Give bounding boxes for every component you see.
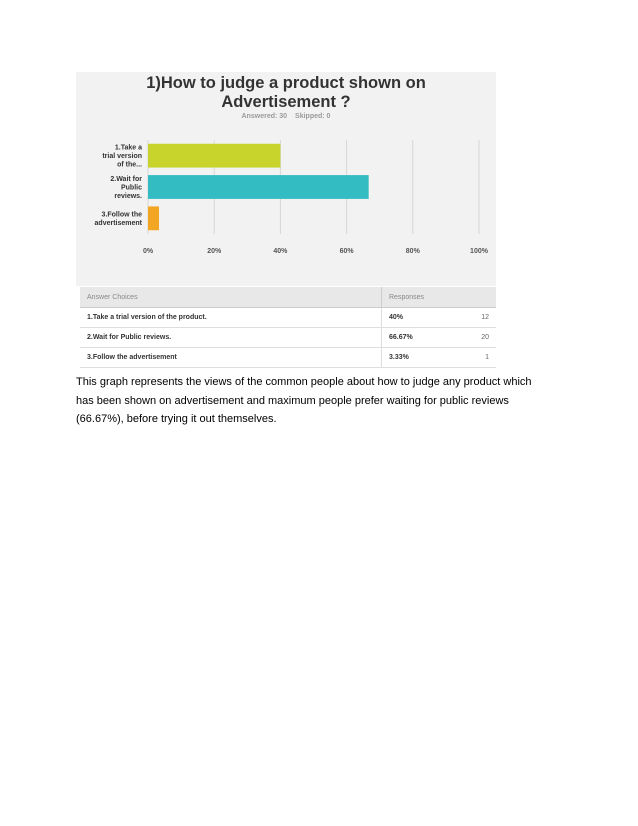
x-tick-label: 100% (470, 248, 488, 255)
x-tick-label: 20% (207, 248, 222, 255)
response-count-cell: 20 (446, 328, 496, 348)
category-label-line: 3.Follow the (101, 211, 142, 219)
response-count-cell: 12 (446, 308, 496, 328)
answer-choices-header: Answer Choices (80, 287, 382, 308)
answer-choice-cell: 2.Wait for Public reviews. (80, 328, 382, 348)
answer-choice-cell: 3.Follow the advertisement (80, 348, 382, 368)
response-percent-cell: 40% (382, 308, 447, 328)
category-label-line: of the... (117, 161, 142, 169)
table-header-row (80, 287, 496, 308)
caption-line-2: has been shown on advertisement and maximum people prefer waiting for public reviews (76, 394, 509, 407)
category-label-line: advertisement (94, 220, 142, 228)
caption-line-3: (66.67%), before trying it out themselves. (76, 413, 277, 425)
caption-line-1: This graph represents the views of the common people about how to judge any product which (76, 376, 532, 388)
chart-panel (76, 72, 496, 286)
table-row (80, 328, 496, 348)
category-label-line: Public (120, 184, 142, 192)
bar (148, 144, 280, 168)
skipped-count: Skipped: 0 (295, 113, 331, 120)
caption-paragraph (76, 373, 566, 429)
x-tick-label: 40% (273, 248, 288, 255)
answer-choice-cell: 1.Take a trial version of the product. (80, 308, 382, 328)
responses-header: Responses (382, 287, 497, 308)
answer-table (80, 287, 496, 368)
x-tick-label: 0% (142, 248, 154, 255)
chart-title-line-1: 1)How to judge a product shown on (146, 74, 426, 92)
category-label-line: 2.Wait for (110, 176, 142, 183)
category-label-line: 1.Take a (114, 144, 142, 152)
response-count-cell: 1 (446, 348, 496, 368)
table-row (80, 348, 496, 368)
response-percent-cell: 66.67% (382, 328, 447, 348)
category-label (95, 212, 143, 228)
x-tick-label: 60% (339, 248, 354, 255)
answered-count: Answered: 30 (241, 113, 288, 120)
survey-figure (76, 72, 496, 362)
chart-title-line-2: Advertisement ? (221, 93, 351, 111)
x-tick-label: 80% (405, 248, 420, 255)
bar-chart (76, 72, 496, 286)
category-label-line: trial version (102, 153, 142, 161)
answer-table-wrapper (80, 287, 496, 368)
category-label-line: reviews. (114, 193, 142, 200)
category-label (110, 176, 142, 200)
bar (148, 175, 369, 199)
category-label (102, 145, 142, 169)
bar (148, 206, 159, 230)
table-row (80, 308, 496, 328)
response-percent-cell: 3.33% (382, 348, 447, 368)
